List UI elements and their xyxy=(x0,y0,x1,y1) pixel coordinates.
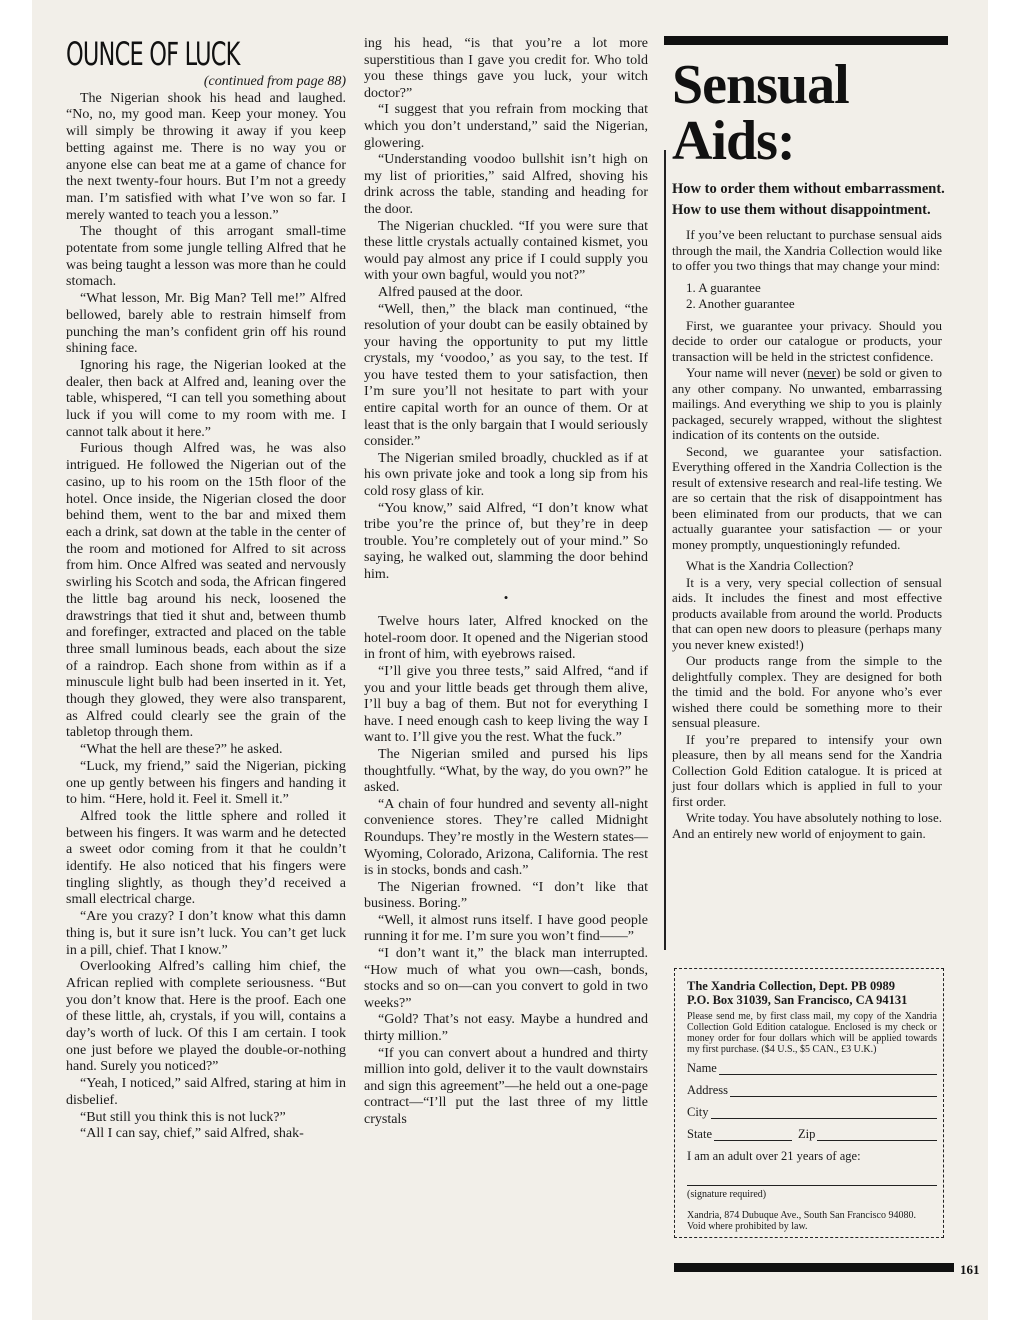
paragraph: “I don’t want it,” the black man interrupted. “How much of what you own—cash, bonds, stocks and so on—can you convert to gold in two weeks?” xyxy=(364,946,648,1011)
paragraph: “A chain of four hundred and seventy all-night convenience stores. They’re called Midnight Roundups. They’re mostly in the Western states—Wyoming, Colorado, Arizona, California. The rest is in stocks, bonds and cash.” xyxy=(364,796,648,879)
ad-paragraph: Our products range from the simple to the delightfully complex. They are designed for both the timid and the bold. For anyone who’s ever wished there could be something more to their sensual pleasure. xyxy=(672,653,942,730)
paragraph: “If you can convert about a hundred and thirty million into gold, deliver it to the vault downstairs and sign this agreement”—he held out a one-page contract—“I’ll put the last three of my little crystals xyxy=(364,1045,648,1127)
paragraph: “I’ll give you three tests,” said Alfred, “and if you and your little beads get through them alive, I’ll buy a bag of them. But not for everything I have. I need enough cash to keep living the way I want to. I’ll give you the rest. What the fuck.” xyxy=(364,663,648,746)
address-field[interactable]: Address xyxy=(687,1083,937,1097)
ad-headline-1: Sensual xyxy=(672,54,849,116)
ad-body xyxy=(672,227,942,841)
ad-list-item: 1. A guarantee xyxy=(686,279,761,295)
paragraph: The Nigerian smiled broadly, chuckled as if at his own private joke and took a long sip from his cold rosy glass of kir. xyxy=(364,450,648,500)
paragraph: “But still you think this is not luck?” xyxy=(80,1109,286,1125)
coupon-company: The Xandria Collection, Dept. PB 0989 xyxy=(687,979,895,993)
coupon-po-box: P.O. Box 31039, San Francisco, CA 94131 xyxy=(687,993,908,1007)
paragraph: The Nigerian chuckled. “If you were sure that these little crystals actually contained kismet, you would pay almost any price if I could supply you with your own bagful, would you not?” xyxy=(364,218,648,284)
paragraph: “Gold? That’s not easy. Maybe a hundred and thirty million.” xyxy=(364,1012,648,1045)
ad-paragraph: If you’re prepared to intensify your own pleasure, then by all means send for the Xandria Collection Gold Edition catalogue. It is priced at just four dollars which is applied in full to your first order. xyxy=(672,731,942,809)
continued-note: (continued from page 88) xyxy=(203,74,346,89)
ad-bottom-bar xyxy=(674,1263,954,1272)
ad-paragraph: Second, we guarantee your satisfaction. Everything offered in the Xandria Collection is the result of extensive research and real-life testing. We are so certain that the risk of disappointment has been eliminated from our products, that we can actually guarantee your satisfaction — or your money promptly, unquestioningly refunded. xyxy=(672,443,942,552)
paragraph: Alfred paused at the door. xyxy=(378,284,524,300)
story-title: OUNCE OF LUCK xyxy=(66,35,240,73)
paragraph: The thought of this arrogant small-time potentate from some jungle telling Alfred that he was being taught a lesson was more than he could stomach. xyxy=(66,224,346,290)
ad-headline-2: Aids: xyxy=(672,110,795,172)
paragraph: The Nigerian frowned. “I don’t like that business. Boring.” xyxy=(364,879,648,912)
paragraph: Alfred took the little sphere and rolled it between his fingers. It was warm and he detected a sweet odor coming from it that he couldn’t identify. He also noticed that his fingers were tingling slightly, as though they’d received a small electrical charge. xyxy=(66,808,346,908)
paragraph: Ignoring his rage, the Nigerian looked at the dealer, then back at Alfred and, leaning over the table, whispered, “I can tell you something about luck if you will come to my room with me. I cannot talk about it here.” xyxy=(66,357,346,440)
ad-list-item: 2. Another guarantee xyxy=(686,296,795,311)
paragraph: Twelve hours later, Alfred knocked on the hotel-room door. It opened and the Nigerian stood in front of him, with eyebrows raised. xyxy=(364,614,648,663)
advertisement xyxy=(664,36,948,842)
paragraph: “Luck, my friend,” said the Nigerian, picking one up gently between his fingers and handing it to him. “Here, hold it. Feel it. Smell it.” xyxy=(66,758,346,808)
paragraph: The Nigerian shook his head and laughed. “No, no, my good man. Keep your money. You will simply be throwing it away if you keep betting against me. There is no way you or anyone else can beat me at a game of chance for the next twenty-four hours. But I’m not a greedy man. I’m satisfied with what I’ve won so far. I merely wanted to teach you a lesson.” xyxy=(66,90,346,223)
paragraph: Furious though Alfred was, he was also intrigued. He followed the Nigerian out of the casino, up to his room on the 15th floor of the hotel. Once inside, the Nigerian closed the door behind them, went to the bar and mixed them each a drink, sat down at the table in the center of the room and motioned for Alfred to sit across from him. Once Alfred was seated and nervously swirling his Scotch and soda, the African fingered the little bag around his neck, loosened the drawstrings that tied it shut and, between thumb and forefinger, extracted and placed on the table three small luminous beads, each about the size of a raindrop. Each shone from within as if a minuscule light bulb had been inserted in it. Yet, though they glowed, they were also transparent, as Alfred could clearly see the grain of the tabletop through them. xyxy=(66,441,346,741)
paragraph: Overlooking Alfred’s calling him chief, the African replied with complete seriousness. “But you don’t know that. Here is the proof. Each one of these little, ah, crystals, if you will, contains a day’s worth of luck. Of this I am certain. I took one just before we played the double-or-nothing hand. Surely you noticed?” xyxy=(66,959,346,1075)
paragraph: “Well, it almost runs itself. I have good people running it for me. I’m sure you won’t find——” xyxy=(364,912,648,945)
ad-top-bar xyxy=(664,36,948,45)
paragraph: “All I can say, chief,” said Alfred, shak- xyxy=(80,1126,304,1142)
ad-subhead-2: How to use them without disappointment. xyxy=(672,202,931,218)
ad-subhead-1: How to order them without embarrassment. xyxy=(672,181,945,197)
paragraph: “Well, then,” the black man continued, “the resolution of your doubt can be easily obtained by your having the opportunity to put my little crystals, my ‘voodoo,’ as you say, to the test. If you have tested them to your satisfaction, then I’m sure you’ll not hesitate to part with your entire capital worth for an ounce of them. Or at least that is the only bargain that I would seriously consider.” xyxy=(364,301,648,450)
paragraph: “Yeah, I noticed,” said Alfred, staring at him in disbelief. xyxy=(66,1076,346,1108)
paragraph: “What the hell are these?” he asked. xyxy=(80,742,283,758)
coupon-fine-print: Please send me, by first class mail, my copy of the Xandria Collection Gold Edition catalogue. Enclosed is my check or money order for four dollars which will be applied towards my first purchase. ($4 U.S., $5 CAN., £3 U.K.) xyxy=(687,1011,937,1055)
adult-confirmation: I am an adult over 21 years of age: xyxy=(687,1149,861,1163)
ad-question: What is the Xandria Collection? xyxy=(686,558,854,573)
name-field[interactable]: Name xyxy=(687,1061,937,1075)
paragraph: “What lesson, Mr. Big Man? Tell me!” Alfred bellowed, barely able to restrain himself from punching the man’s confident grin off his round shining face. xyxy=(66,291,346,357)
paragraph: ing his head, “is that you’re a lot more superstitious than I gave you credit for. Who told you these things gave you luck, your witch doctor?” xyxy=(364,36,648,101)
paragraph: “Understanding voodoo bullshit isn’t high on my list of priorities,” said Alfred, shoving his drink across the table, standing and heading for the door. xyxy=(364,152,648,217)
story-column-2 xyxy=(364,36,648,1129)
coupon-content xyxy=(687,979,937,1232)
state-zip-field[interactable]: State Zip xyxy=(687,1127,937,1141)
ad-paragraph: Your name will never (never) be sold or given to any other company. No unwanted, embarrassing mailings. And everything we ship to you is plainly packaged, securely wrapped, without the slightest indication of its contents on the outside. xyxy=(672,365,942,442)
order-coupon xyxy=(674,968,944,1238)
ad-paragraph: First, we guarantee your privacy. Should you decide to order our catalogue or products, your transaction will be held in the strictest confidence. xyxy=(672,317,942,364)
ad-paragraph: Write today. You have absolutely nothing to lose. And an entirely new world of enjoyment to gain. xyxy=(672,810,942,841)
signature-line[interactable]: (signature required) xyxy=(687,1185,937,1200)
city-field[interactable]: City xyxy=(687,1105,937,1119)
section-separator: • xyxy=(503,589,509,605)
paragraph: The Nigerian smiled and pursed his lips thoughtfully. “What, by the way, do you own?” he asked. xyxy=(364,746,648,796)
ad-paragraph: It is a very, very special collection of sensual aids. It includes the finest and most effective products available from around the world. Products that can open new doors to pleasure (perhaps many you never knew existed!) xyxy=(672,574,942,652)
ad-paragraph: If you’ve been reluctant to purchase sensual aids through the mail, the Xandria Collection would like to offer you two things that may change your mind: xyxy=(672,227,942,273)
paragraph: “You know,” said Alfred, “I don’t know what tribe you’re the prince of, but they’re in deep trouble. You’re completely out of your mind.” So saying, he walked out, slamming the door behind him. xyxy=(364,500,648,582)
story-column-1 xyxy=(66,36,346,1143)
page-number: 161 xyxy=(960,1262,980,1277)
coupon-void-note: Void where prohibited by law. xyxy=(687,1221,808,1232)
coupon-address-footer: Xandria, 874 Dubuque Ave., South San Francisco 94080. xyxy=(687,1210,916,1221)
paragraph: “Are you crazy? I don’t know what this damn thing is, but it sure isn’t luck. You can’t get luck in a pill, chief. That I know.” xyxy=(66,909,346,958)
paragraph: “I suggest that you refrain from mocking that which you don’t understand,” said the Nigerian, glowering. xyxy=(364,102,648,151)
